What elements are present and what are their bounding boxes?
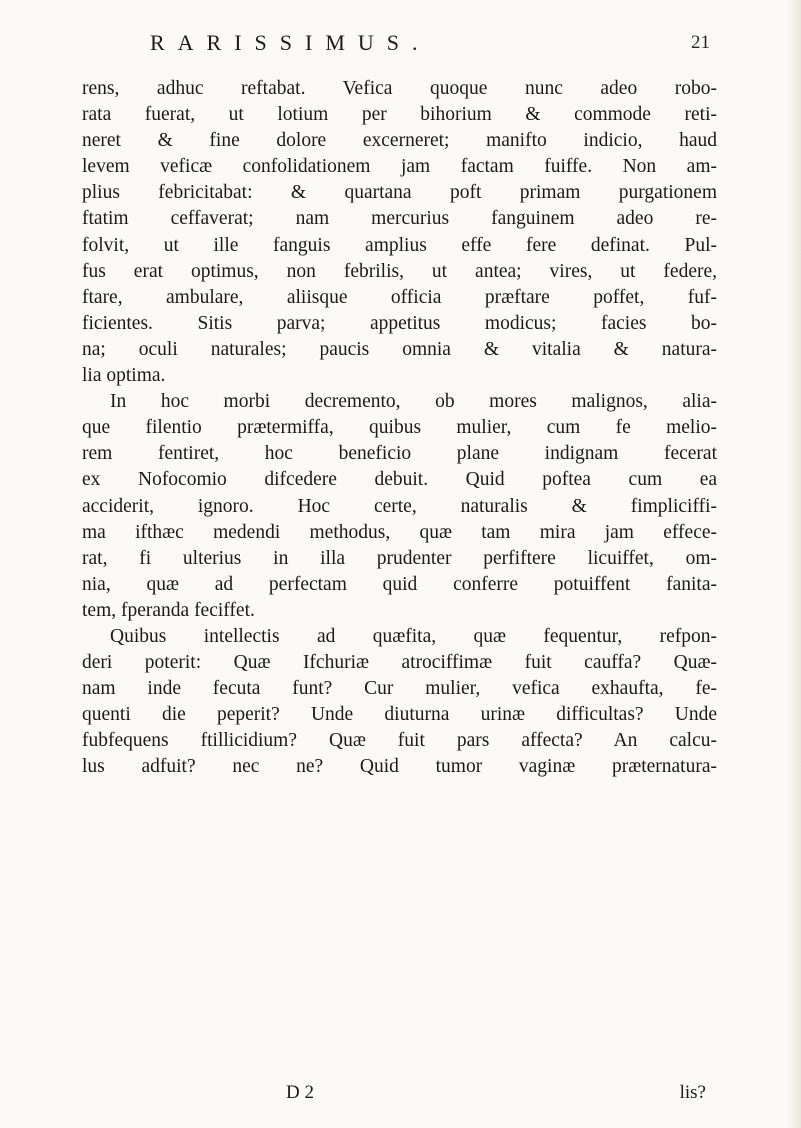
text-line: rem fentiret, hoc beneficio plane indignam fecerat — [82, 443, 717, 465]
text-line: na; oculi naturales; paucis omnia & vitalia & natura- — [82, 338, 717, 360]
text-line: deri poterit: Quæ Ifchuriæ atrociffimæ fuit cauffa? Quæ- — [82, 652, 717, 674]
running-head — [150, 30, 710, 64]
text-line: ma ifthæc medendi methodus, quæ tam mira jam effece- — [82, 521, 717, 543]
text-line: quenti die peperit? Unde diuturna urinæ difficultas? Unde — [82, 704, 717, 726]
text-line: plius febricitabat: & quartana poft primam purgationem — [82, 182, 717, 204]
text-line: ficientes. Sitis parva; appetitus modicus; facies bo- — [82, 312, 717, 334]
text-line: levem veficæ confolidationem jam factam fuiffe. Non am- — [82, 156, 717, 178]
text-line: lia optima. — [82, 365, 166, 387]
text-line: lus adfuit? nec ne? Quid tumor vaginæ præternatura- — [82, 756, 717, 778]
signature-mark: D 2 — [286, 1082, 314, 1103]
running-title: RARISSIMUS. — [150, 30, 431, 55]
text-line: ex Nofocomio difcedere debuit. Quid poftea cum ea — [82, 469, 717, 491]
catchword: lis? — [679, 1082, 706, 1103]
text-line: ftare, ambulare, aliisque officia præftare poffet, fuf- — [82, 286, 717, 308]
page-number: 21 — [691, 32, 710, 53]
text-line: Quibus intellectis ad quæfita, quæ fequentur, refpon- — [110, 625, 717, 647]
text-line: rata fuerat, ut lotium per bihorium & commode reti- — [82, 104, 717, 126]
text-line: fubfequens ftillicidium? Quæ fuit pars affecta? An calcu- — [82, 730, 717, 752]
text-line: In hoc morbi decremento, ob mores malignos, alia- — [110, 391, 717, 413]
body-text — [82, 76, 717, 781]
text-line: rat, fi ulterius in illa prudenter perfiftere licuiffet, om- — [82, 547, 717, 569]
text-line: nam inde fecuta funt? Cur mulier, vefica exhaufta, fe- — [82, 678, 717, 700]
footer-line — [286, 1082, 706, 1108]
text-line: rens, adhuc reftabat. Vefica quoque nunc adeo robo- — [82, 78, 717, 99]
text-line: nia, quæ ad perfectam quid conferre potuiffent fanita- — [82, 573, 717, 595]
page-edge-shadow — [787, 0, 801, 1128]
text-line: tem, fperanda feciffet. — [82, 599, 255, 621]
text-line: neret & fine dolore excerneret; manifto indicio, haud — [82, 130, 717, 152]
text-line: fus erat optimus, non febrilis, ut antea; vires, ut federe, — [82, 260, 717, 282]
text-line: folvit, ut ille fanguis amplius effe fere definat. Pul- — [82, 234, 717, 256]
text-line: ftatim ceffaverat; nam mercurius fanguinem adeo re- — [82, 208, 717, 230]
text-line: que filentio prætermiffa, quibus mulier, cum fe melio- — [82, 417, 717, 439]
text-line: acciderit, ignoro. Hoc certe, naturalis & fimpliciffi- — [82, 495, 717, 517]
